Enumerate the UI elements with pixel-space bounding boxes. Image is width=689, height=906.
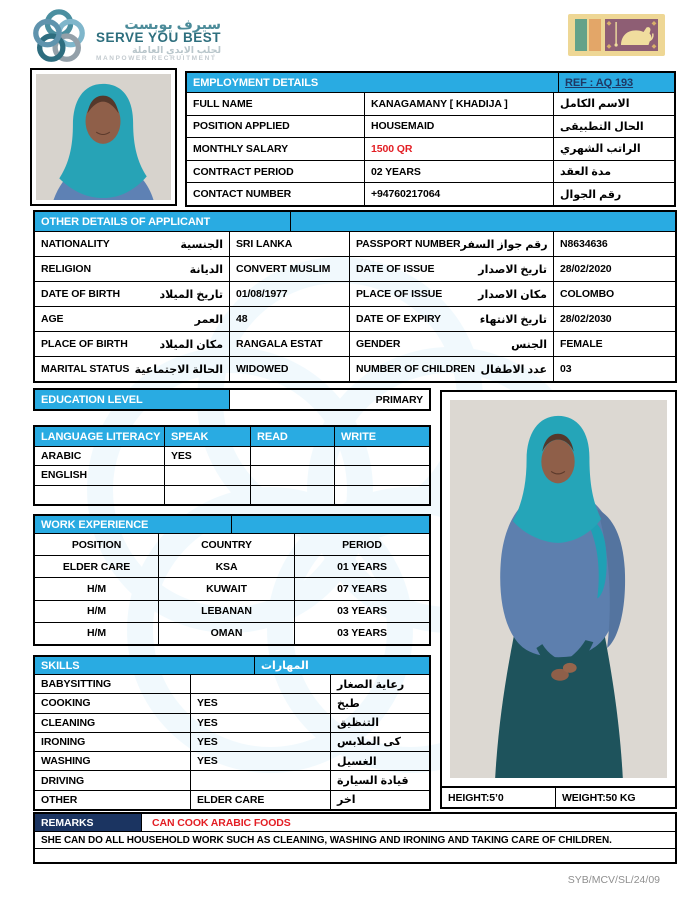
field-label: MARITAL STATUS: [41, 363, 130, 375]
column-header: POSITION: [35, 534, 159, 555]
field-label: CONTACT NUMBER: [187, 183, 365, 205]
speak-value: [165, 466, 251, 484]
column-header: READ: [251, 427, 335, 446]
field-label: POSITION APPLIED: [187, 116, 365, 138]
skill-label: CLEANING: [35, 714, 191, 732]
table-row: [35, 447, 429, 466]
field-label: FULL NAME: [187, 93, 365, 115]
employment-details-title: EMPLOYMENT DETAILS: [187, 73, 559, 92]
language-name: ENGLISH: [35, 466, 165, 484]
remarks-table: [33, 812, 677, 864]
field-label: DATE OF BIRTH: [41, 288, 120, 300]
field-label-arabic: مكان الميلاد: [159, 338, 223, 351]
field-value: HOUSEMAID: [365, 116, 554, 138]
period-value: 03 YEARS: [337, 605, 387, 618]
skill-label: COOKING: [35, 694, 191, 712]
speak-value: YES: [165, 447, 251, 465]
table-row: [35, 623, 429, 644]
table-row: [35, 578, 429, 600]
column-header: LANGUAGE LITERACY: [35, 427, 165, 446]
field-label-arabic: تاريخ الاصدار: [478, 263, 547, 276]
skill-value: [191, 771, 331, 789]
field-label-arabic: الحال التطبيقى: [560, 120, 644, 133]
skill-label: DRIVING: [35, 771, 191, 789]
brand-name-arabic: سيرف يوبست: [124, 15, 222, 32]
table-row: [35, 282, 675, 307]
position-value: H/M: [35, 601, 159, 622]
field-label-arabic: الراتب الشهري: [560, 143, 641, 156]
table-row: [35, 601, 429, 623]
table-row: [187, 93, 674, 116]
brand-name-english: SERVE YOU BEST: [96, 30, 222, 46]
skill-value: ELDER CARE: [191, 791, 331, 809]
brand-tagline-english: MANPOWER RECRUITMENT: [96, 54, 217, 62]
work-experience-table: [33, 514, 431, 646]
employment-details-table: [185, 71, 676, 207]
write-value: [335, 486, 429, 504]
skill-label: WASHING: [35, 752, 191, 770]
remarks-highlight: CAN COOK ARABIC FOODS: [152, 816, 291, 829]
field-label: NATIONALITY: [41, 238, 110, 250]
weight-value: WEIGHT:50 KG: [562, 791, 636, 804]
field-label: DATE OF EXPIRY: [356, 313, 441, 325]
skills-title-arabic: المهارات: [261, 660, 309, 672]
education-level-table: [33, 388, 431, 411]
skill-label-arabic: طبخ: [337, 697, 360, 710]
field-value: COLOMBO: [560, 288, 615, 300]
table-row: [35, 733, 429, 752]
sri-lanka-flag-icon: [568, 14, 665, 61]
country-value: KUWAIT: [159, 578, 295, 599]
write-value: [335, 466, 429, 484]
country-value: KSA: [159, 556, 295, 577]
skill-value: YES: [191, 714, 331, 732]
field-label-arabic: الديانة: [189, 263, 223, 276]
field-label-arabic: العمر: [194, 313, 223, 326]
ref-number: REF : AQ 193: [565, 76, 634, 89]
column-header: PERIOD: [342, 538, 382, 551]
read-value: [251, 447, 335, 465]
field-value: RANGALA ESTAT: [230, 332, 350, 356]
table-row: [35, 357, 675, 381]
field-value: CONVERT MUSLIM: [230, 257, 350, 281]
document-reference-code: SYB/MCV/SL/24/09: [567, 874, 660, 886]
skill-label-arabic: قيادة السيارة: [337, 775, 409, 788]
table-row: [35, 232, 675, 257]
write-value: [335, 447, 429, 465]
skill-label-arabic: كى الملابس: [337, 736, 401, 749]
height-value: HEIGHT:5’0: [442, 788, 556, 807]
table-row: [35, 675, 429, 694]
field-value: 48: [230, 307, 350, 331]
table-row: [35, 752, 429, 771]
agency-logo: [30, 8, 221, 71]
field-value: 28/02/2020: [560, 263, 612, 275]
field-label-arabic: تاريخ الانتهاء: [479, 313, 547, 326]
field-label-arabic: الاسم الكامل: [560, 98, 630, 111]
field-value: 03: [560, 363, 572, 375]
header-spacer: [232, 516, 429, 533]
skill-label: BABYSITTING: [35, 675, 191, 693]
field-value: +94760217064: [365, 183, 554, 205]
field-label-arabic: الجنس: [511, 338, 547, 351]
skill-label-arabic: رعاية الصغار: [337, 678, 405, 691]
field-label-arabic: مدة العقد: [560, 166, 612, 179]
speak-value: [165, 486, 251, 504]
period-value: 07 YEARS: [337, 582, 387, 595]
position-value: H/M: [35, 578, 159, 599]
education-level-label: EDUCATION LEVEL: [35, 390, 230, 409]
read-value: [251, 486, 335, 504]
field-label: MONTHLY SALARY: [187, 138, 365, 160]
field-label-arabic: رقم جواز السفر: [460, 238, 548, 251]
field-value: 01/08/1977: [230, 282, 350, 306]
field-value: N8634636: [560, 238, 608, 250]
country-value: LEBANAN: [159, 601, 295, 622]
skill-label: OTHER: [35, 791, 191, 809]
field-label: PASSPORT NUMBER: [356, 238, 461, 250]
field-label-arabic: تاريخ الميلاد: [159, 288, 223, 301]
period-value: 01 YEARS: [337, 560, 387, 573]
remarks-title: REMARKS: [35, 814, 142, 831]
skill-label: IRONING: [35, 733, 191, 751]
header-spacer: [291, 212, 675, 231]
table-row: [35, 332, 675, 357]
field-label: CONTRACT PERIOD: [187, 161, 365, 183]
skill-value: [191, 675, 331, 693]
position-value: ELDER CARE: [35, 556, 159, 577]
table-row: [187, 183, 674, 205]
table-row: [187, 161, 674, 184]
column-header: SPEAK: [165, 427, 251, 446]
table-row: [35, 694, 429, 713]
table-row: [35, 257, 675, 282]
table-row: [187, 116, 674, 139]
skill-label-arabic: اخر: [337, 794, 356, 807]
skill-label-arabic: التنظيق: [337, 717, 380, 730]
table-row: [35, 771, 429, 790]
table-row: [35, 307, 675, 332]
field-value: FEMALE: [560, 338, 603, 350]
other-details-title: OTHER DETAILS OF APPLICANT: [35, 212, 291, 231]
skill-value: YES: [191, 694, 331, 712]
skill-value: YES: [191, 752, 331, 770]
skills-table: [33, 655, 431, 811]
language-name: [35, 486, 165, 504]
field-label-arabic: الجنسية: [180, 238, 223, 251]
field-label-arabic: عدد الاطفال: [480, 363, 547, 376]
field-label-arabic: رقم الجوال: [560, 188, 622, 201]
skill-label-arabic: الغسيل: [337, 755, 377, 768]
country-value: OMAN: [159, 623, 295, 644]
table-row: [35, 486, 429, 504]
field-label-arabic: الحالة الاجتماعية: [134, 363, 223, 376]
language-literacy-table: [33, 425, 431, 506]
logo-rings-icon: [30, 8, 88, 71]
applicant-headshot-photo: [30, 68, 177, 206]
physical-stats-table: [440, 786, 677, 809]
work-experience-title: WORK EXPERIENCE: [35, 516, 232, 533]
column-header: WRITE: [341, 430, 376, 443]
position-value: H/M: [35, 623, 159, 644]
field-value: WIDOWED: [230, 357, 350, 381]
skills-title: SKILLS: [35, 657, 255, 674]
table-row: [187, 138, 674, 161]
period-value: 03 YEARS: [337, 627, 387, 640]
table-row: [35, 556, 429, 578]
language-name: ARABIC: [35, 447, 165, 465]
read-value: [251, 466, 335, 484]
remarks-note: SHE CAN DO ALL HOUSEHOLD WORK SUCH AS CLEANING, WASHING AND IRONING AND TAKING CARE OF CHILDREN.: [41, 834, 612, 846]
field-value-salary: 1500 QR: [365, 138, 554, 160]
brand-tagline-arabic: لجلب الايدي العاملة: [132, 44, 222, 56]
skill-value: YES: [191, 733, 331, 751]
table-row: [35, 791, 429, 809]
field-value: 02 YEARS: [365, 161, 554, 183]
field-label: RELIGION: [41, 263, 91, 275]
field-label: GENDER: [356, 338, 401, 350]
field-label: DATE OF ISSUE: [356, 263, 435, 275]
table-row: [35, 466, 429, 485]
other-details-table: [33, 210, 677, 383]
field-label: AGE: [41, 313, 64, 325]
field-label: NUMBER OF CHILDREN: [356, 363, 475, 375]
field-value: 28/02/2030: [560, 313, 612, 325]
column-header: COUNTRY: [159, 534, 295, 555]
education-level-value: PRIMARY: [375, 393, 423, 406]
applicant-fullbody-photo: [440, 390, 677, 788]
field-value: KANAGAMANY [ KHADIJA ]: [365, 93, 554, 115]
remarks-empty-row: [35, 849, 675, 862]
field-value: SRI LANKA: [230, 232, 350, 256]
field-label-arabic: مكان الاصدار: [478, 288, 547, 301]
field-label: PLACE OF ISSUE: [356, 288, 443, 300]
field-label: PLACE OF BIRTH: [41, 338, 128, 350]
table-row: [35, 714, 429, 733]
